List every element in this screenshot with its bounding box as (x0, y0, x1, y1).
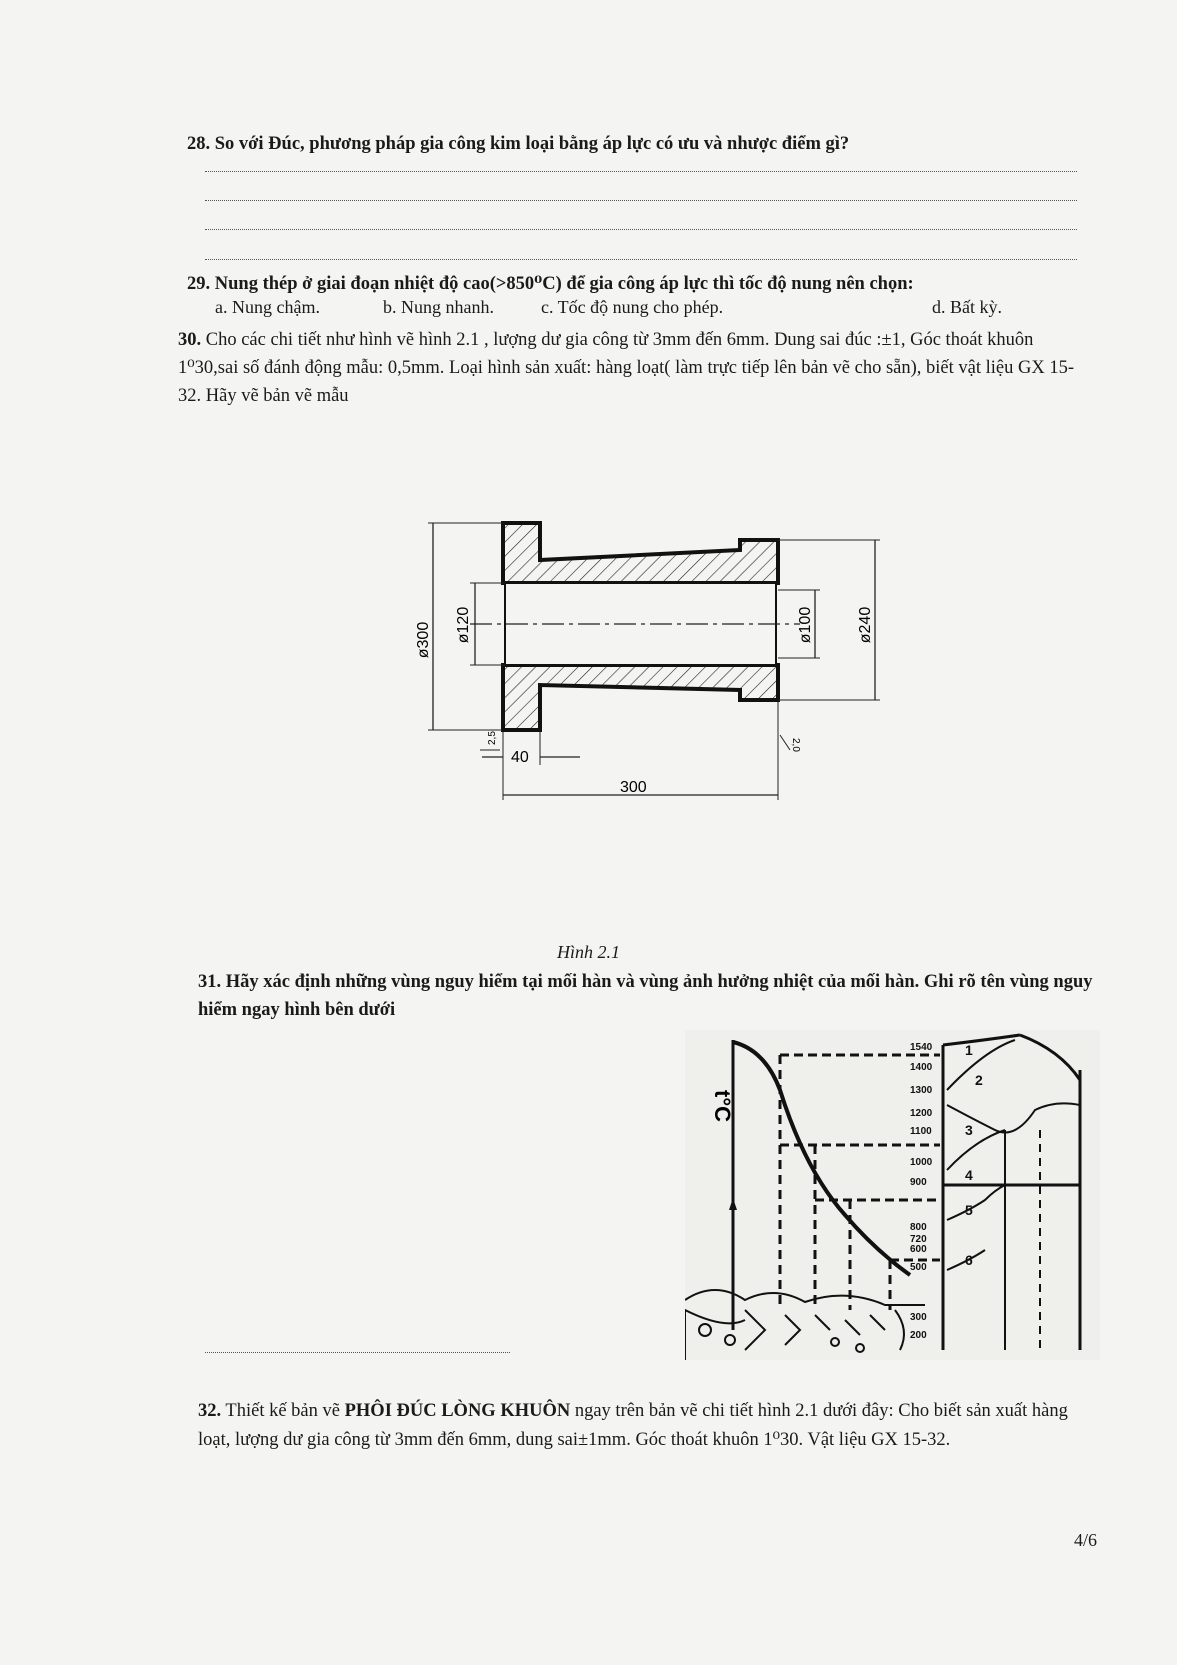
dim-d240: ø240 (857, 606, 874, 644)
question-30-number: 30. (178, 330, 202, 350)
question-31 (198, 968, 1098, 1024)
zone-5: 5 (965, 1202, 973, 1218)
temp-300: 300 (910, 1312, 927, 1323)
temp-1540: 1540 (910, 1042, 933, 1053)
zone-4: 4 (965, 1167, 973, 1183)
figure-caption: Hình 2.1 (557, 942, 620, 962)
question-29-text: Nung thép ở giai đoạn nhiệt độ cao(>850⁰C) để gia công áp lực thì tốc độ nung nên chọn: (214, 274, 914, 294)
question-28-number: 28. (187, 134, 211, 154)
option-b[interactable]: b. Nung nhanh. (383, 297, 494, 317)
question-28-text: So với Đúc, phương pháp gia công kim loại bằng áp lực có ưu và nhược điểm gì? (214, 134, 850, 154)
zone-2: 2 (975, 1072, 983, 1088)
temp-720: 720 (910, 1234, 927, 1245)
dim-flange-40: 40 (511, 749, 529, 766)
option-d[interactable]: d. Bất kỳ. (932, 297, 1002, 317)
temp-1000: 1000 (910, 1157, 933, 1168)
question-32 (198, 1397, 1098, 1455)
question-30-text: Cho các chi tiết như hình vẽ hình 2.1 , lượng dư gia công từ 3mm đến 6mm. Dung sai đúc :±1, Góc thoát khuôn 1⁰30,sai số đánh động mẫu: 0,5mm. Loại hình sản xuất: hàng loạt( làm trực tiếp lên bản vẽ cho sẵn), biết vật liệu GX 15-32. Hãy vẽ bản vẽ mẫu (178, 330, 1074, 406)
dim-d120: ø120 (455, 606, 472, 644)
page-number: 4/6 (1073, 1530, 1097, 1550)
question-31-text: Hãy xác định những vùng nguy hiểm tại mối hàn và vùng ảnh hưởng nhiệt của mối hàn. Ghi rõ tên vùng nguy hiểm ngay hình bên dưới (198, 972, 1093, 1020)
temp-500: 500 (910, 1262, 927, 1273)
answer-line-q31[interactable] (205, 1352, 510, 1353)
temp-900: 900 (910, 1177, 927, 1188)
option-c[interactable]: c. Tốc độ nung cho phép. (541, 297, 724, 317)
temp-600: 600 (910, 1244, 927, 1255)
question-32-text-after: ngay trên bản vẽ chi tiết hình 2.1 dưới đây: Cho biết sản xuất hàng loạt, lượng dư gia công từ 3mm đến 6mm, dung sai±1mm. Góc thoát khuôn 1⁰30. Vật liệu GX 15-32. (198, 1401, 1068, 1450)
dim-roughness-left: 2,5 (487, 731, 498, 745)
dim-roughness-right: 2,0 (790, 738, 801, 752)
option-a[interactable]: a. Nung chậm. (215, 297, 320, 317)
question-32-text-before: Thiết kế bản vẽ (225, 1401, 340, 1421)
question-31-number: 31. (198, 972, 222, 992)
question-29-number: 29. (187, 274, 211, 294)
temp-1200: 1200 (910, 1108, 933, 1119)
zone-6: 6 (965, 1252, 973, 1268)
temp-200: 200 (910, 1330, 927, 1341)
zone-1: 1 (965, 1042, 973, 1058)
weld-zone-graph (685, 1030, 1100, 1360)
question-32-text-bold: PHÔI ĐÚC LÒNG KHUÔN (344, 1401, 571, 1421)
question-32-number: 32. (198, 1401, 222, 1421)
zone-3: 3 (965, 1122, 973, 1138)
dim-d100: ø100 (797, 606, 814, 644)
temperature-axis-label: t°C (710, 1090, 735, 1123)
dim-d300: ø300 (415, 621, 432, 659)
dim-length-300: 300 (620, 779, 647, 796)
temp-1400: 1400 (910, 1062, 933, 1073)
temp-800: 800 (910, 1222, 927, 1233)
upper-wall-section (503, 523, 778, 583)
temp-1300: 1300 (910, 1085, 933, 1096)
lower-wall-section (503, 665, 778, 730)
temp-1100: 1100 (910, 1126, 932, 1137)
